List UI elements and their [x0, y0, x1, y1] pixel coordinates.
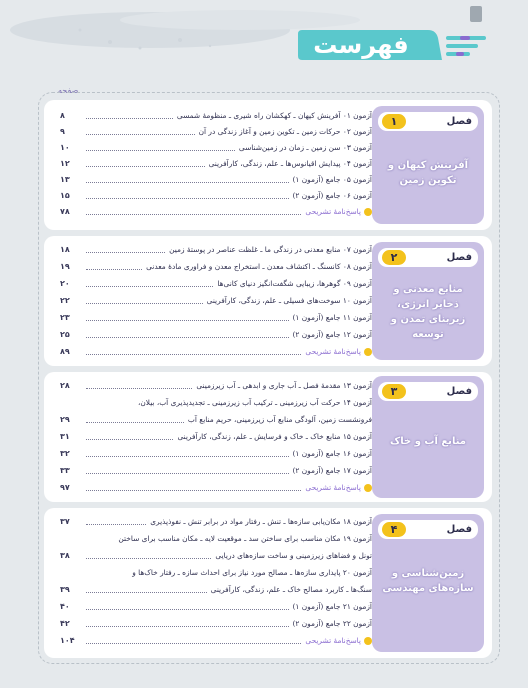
list-item[interactable]: ۱۸ آزمون ۰۷ منابع معدنی در زندگی ما ـ غلظت عناصر در پوستهٔ زمین [60, 245, 372, 254]
list-item[interactable]: ۲۰ آزمون ۰۹ گوهرها، زیبایی شگفت‌انگیز دنیای کانی‌ها [60, 279, 372, 288]
chapter-title: منابع معدنی و ذخایر انرژی، زیربنای تمدن و توسعه [390, 284, 466, 340]
answer-key-item[interactable]: ۱۰۴ پاسخ‌نامهٔ تشریحی [60, 631, 372, 647]
chapter-number-badge: ۱ [382, 114, 406, 129]
check-icon [364, 484, 372, 492]
list-item[interactable]: ۳۱ آزمون ۱۵ منابع خاک ـ خاک و فرسایش ـ علم، زندگی، کارآفرینی [60, 432, 372, 441]
list-item[interactable]: آزمون ۲۰ پایداری سازه‌ها ـ مصالح مورد نیاز برای احداث سازه ـ رفتار خاک‌ها و [132, 568, 372, 577]
list-item[interactable]: آزمون ۱۹ مکان مناسب برای ساختن سد ـ موقعیت لایه ـ مکان مناسب برای ساختن [118, 534, 372, 543]
list-item[interactable]: ۳۲ آزمون ۱۶ جامع (آزمون ۱) [60, 449, 372, 458]
check-icon [364, 637, 372, 645]
page-column-label: صفحه [58, 86, 79, 95]
list-item[interactable]: ۲۳ آزمون ۱۱ جامع (آزمون ۱) [60, 313, 372, 322]
chapter-title: آفرینش کیهان و تکوین زمین [387, 160, 469, 186]
list-item[interactable]: ۲۵ آزمون ۱۲ جامع (آزمون ۲) [60, 330, 372, 339]
list-item[interactable]: ۲۸ آزمون ۱۳ مقدمهٔ فصل ـ آب جاری و ابدهی ـ آب زیرزمینی [60, 381, 372, 390]
page-title: فهرست [313, 31, 409, 59]
chapter-card-1 [44, 100, 492, 230]
chapter-card-4 [44, 508, 492, 658]
chapter-header [378, 382, 478, 401]
chapter-card-3 [44, 372, 492, 502]
answer-key-item[interactable]: ۷۸ پاسخ‌نامهٔ تشریحی [60, 202, 372, 218]
list-item[interactable]: ۲۲ آزمون ۱۰ سوخت‌های فسیلی ـ علم، زندگی، کارآفرینی [60, 296, 372, 305]
list-item[interactable]: آزمون ۱۴ حرکت آب زیرزمینی ـ ترکیب آب زیرزمینی ـ تجدیدپذیری آب، بیلان، [137, 398, 372, 407]
list-item[interactable]: ۱۳ آزمون ۰۵ جامع (آزمون ۱) [60, 175, 372, 184]
list-item[interactable]: ۳۹ سنگ‌ها ـ کاربرد مصالح خاک ـ علم، زندگی، کارآفرینی [60, 585, 372, 594]
chapter-label: فصل [446, 524, 472, 535]
list-item[interactable]: ۳۳ آزمون ۱۷ جامع (آزمون ۲) [60, 466, 372, 475]
chapter-box [372, 376, 484, 498]
chapter-box [372, 514, 484, 652]
list-item[interactable]: ۱۹ آزمون ۰۸ کانسنگ ـ اکتشاف معدن ـ استخراج معدن و فراوری مادهٔ معدنی [60, 262, 372, 271]
chapter-card-2 [44, 236, 492, 366]
chapter-label: فصل [446, 386, 472, 397]
list-item[interactable]: ۹ آزمون ۰۲ حرکات زمین ـ تکوین زمین و آغاز زندگی در آن [60, 127, 372, 136]
chapter-box [372, 242, 484, 360]
chapter-number-badge: ۲ [382, 250, 406, 265]
list-item[interactable]: ۱۰ آزمون ۰۳ سن زمین ـ زمان در زمین‌شناسی [60, 143, 372, 152]
chapter-label: فصل [446, 116, 472, 127]
list-item[interactable]: ۳۷ آزمون ۱۸ مکان‌یابی سازه‌ها ـ تنش ـ رفتار مواد در برابر تنش ـ نفوذپذیری [60, 517, 372, 526]
check-icon [364, 208, 372, 216]
list-item[interactable]: ۸ آزمون ۰۱ آفرینش کیهان ـ کهکشان راه شیری ـ منظومهٔ شمسی [60, 111, 372, 120]
chapter-title: منابع آب و خاک [390, 436, 466, 447]
chapter-number-badge: ۴ [382, 522, 406, 537]
list-item[interactable]: ۴۲ آزمون ۲۲ جامع (آزمون ۲) [60, 619, 372, 628]
chapter-header [378, 112, 478, 131]
list-item[interactable]: ۳۸ تونل و فضاهای زیرزمینی و ساخت سازه‌های دریایی [60, 551, 372, 560]
chapter-number-badge: ۳ [382, 384, 406, 399]
list-item[interactable]: ۱۵ آزمون ۰۶ جامع (آزمون ۲) [60, 191, 372, 200]
chapter-title: زمین‌شناسی و سازه‌های مهندسی [382, 568, 474, 594]
chapter-box [372, 106, 484, 224]
answer-key-item[interactable]: ۸۹ پاسخ‌نامهٔ تشریحی [60, 342, 372, 358]
list-item[interactable]: ۲۹ فرونشست زمین، آلودگی منابع آب زیرزمینی، حریم منابع آب [60, 415, 372, 424]
chapter-label: فصل [446, 252, 472, 263]
chapter-header [378, 520, 478, 539]
chapter-header [378, 248, 478, 267]
check-icon [364, 348, 372, 356]
answer-key-item[interactable]: ۹۷ پاسخ‌نامهٔ تشریحی [60, 478, 372, 494]
list-item[interactable]: ۴۰ آزمون ۲۱ جامع (آزمون ۱) [60, 602, 372, 611]
list-item[interactable]: ۱۲ آزمون ۰۴ پیدایش اقیانوس‌ها ـ علم، زندگی، کارآفرینی [60, 159, 372, 168]
